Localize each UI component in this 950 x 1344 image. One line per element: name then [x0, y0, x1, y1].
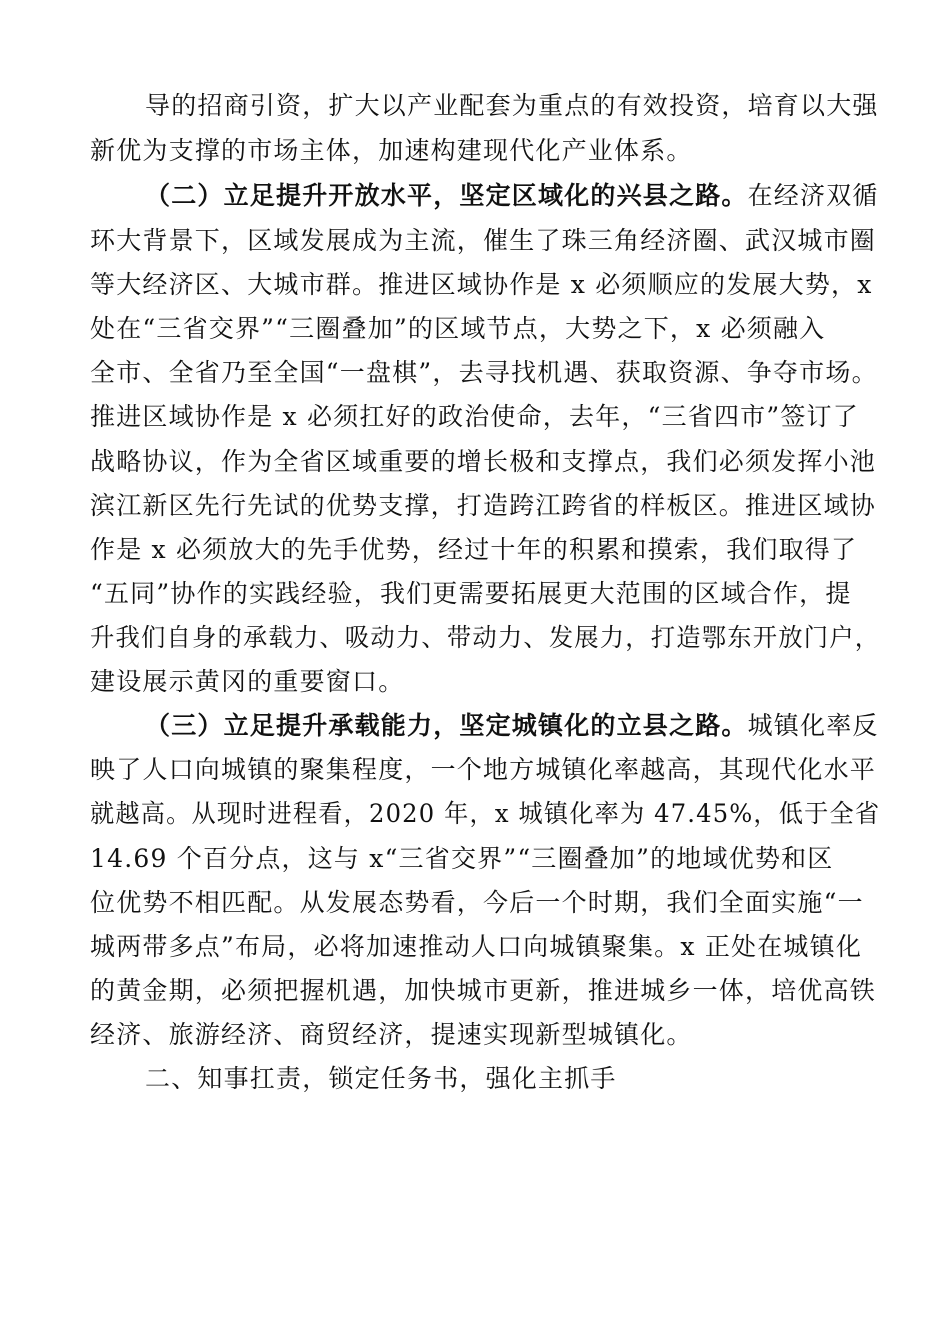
text-line [90, 666, 404, 698]
line-text: 新优为支撑的市场主体，加速构建现代化产业体系。 [90, 136, 693, 165]
text-line [90, 578, 852, 610]
text-line [90, 754, 876, 786]
section-heading-three: （三）立足提升承载能力，坚定城镇化的立县之路。 [145, 711, 748, 740]
line-text: 等大经济区、大城市群。推进区域协作是 x 必须顺应的发展大势，x [90, 270, 873, 299]
text-line [90, 446, 876, 478]
line-text: 处在“三省交界”“三圈叠加”的区域节点，大势之下，x 必须融入 [90, 314, 826, 343]
text-line [90, 975, 876, 1007]
line-text: 城两带多点”布局，必将加速推动人口向城镇聚集。x 正处在城镇化 [90, 932, 863, 961]
text-line [145, 90, 879, 122]
line-text: 环大背景下，区域发展成为主流，催生了珠三角经济圈、武汉城市圈 [90, 226, 877, 255]
line-text: “五同”协作的实践经验，我们更需要拓展更大范围的区域合作，提 [90, 579, 852, 608]
text-line [90, 843, 834, 875]
line-text: 经济、旅游经济、商贸经济，提速实现新型城镇化。 [90, 1020, 693, 1049]
line-text: 滨江新区先行先试的优势支撑，打造跨江跨省的样板区。推进区域协 [90, 491, 877, 520]
text-line [90, 931, 862, 963]
line-text: 14.69 个百分点，这与 x“三省交界”“三圈叠加”的地域优势和区 [90, 844, 834, 873]
line-text: 导的招商引资，扩大以产业配套为重点的有效投资，培育以大强 [145, 91, 879, 120]
line-text: 战略协议，作为全省区域重要的增长极和支撑点，我们必须发挥小池 [90, 447, 877, 476]
chapter-heading: 二、知事扛责，锁定任务书，强化主抓手 [145, 1064, 617, 1093]
text-line [90, 1019, 693, 1051]
line-text: 推进区域协作是 x 必须扛好的政治使命，去年，“三省四市”签订了 [90, 402, 859, 431]
text-line [90, 357, 878, 389]
section-heading-line [145, 180, 879, 212]
text-line [90, 225, 876, 257]
line-text: 城镇化率反 [747, 711, 879, 740]
line-text: 建设展示黄冈的重要窗口。 [90, 667, 405, 696]
section-heading-line [145, 710, 879, 742]
line-text: 映了人口向城镇的聚集程度，一个地方城镇化率越高，其现代化水平 [90, 755, 877, 784]
line-text: 全市、全省乃至全国“一盘棋”，去寻找机遇、获取资源、争夺市场。 [90, 358, 878, 387]
line-text: 的黄金期，必须把握机遇，加快城市更新，推进城乡一体，培优高铁 [90, 976, 877, 1005]
text-line [90, 534, 857, 566]
text-line [90, 887, 864, 919]
text-line [90, 490, 876, 522]
line-text: 作是 x 必须放大的先手优势，经过十年的积累和摸索，我们取得了 [90, 535, 858, 564]
section-heading-two: （二）立足提升开放水平，坚定区域化的兴县之路。 [145, 181, 748, 210]
text-line [90, 798, 880, 830]
line-text: 位优势不相匹配。从发展态势看，今后一个时期，我们全面实施“一 [90, 888, 864, 917]
chapter-heading-line [145, 1063, 617, 1095]
text-line [90, 269, 873, 301]
text-line [90, 401, 859, 433]
text-line [90, 622, 880, 654]
text-line [90, 135, 693, 167]
line-text: 就越高。从现时进程看，2020 年，x 城镇化率为 47.45%，低于全省 [90, 799, 881, 828]
line-text: 在经济双循 [747, 181, 879, 210]
line-text: 升我们自身的承载力、吸动力、带动力、发展力，打造鄂东开放门户， [90, 623, 881, 652]
text-line [90, 313, 825, 345]
